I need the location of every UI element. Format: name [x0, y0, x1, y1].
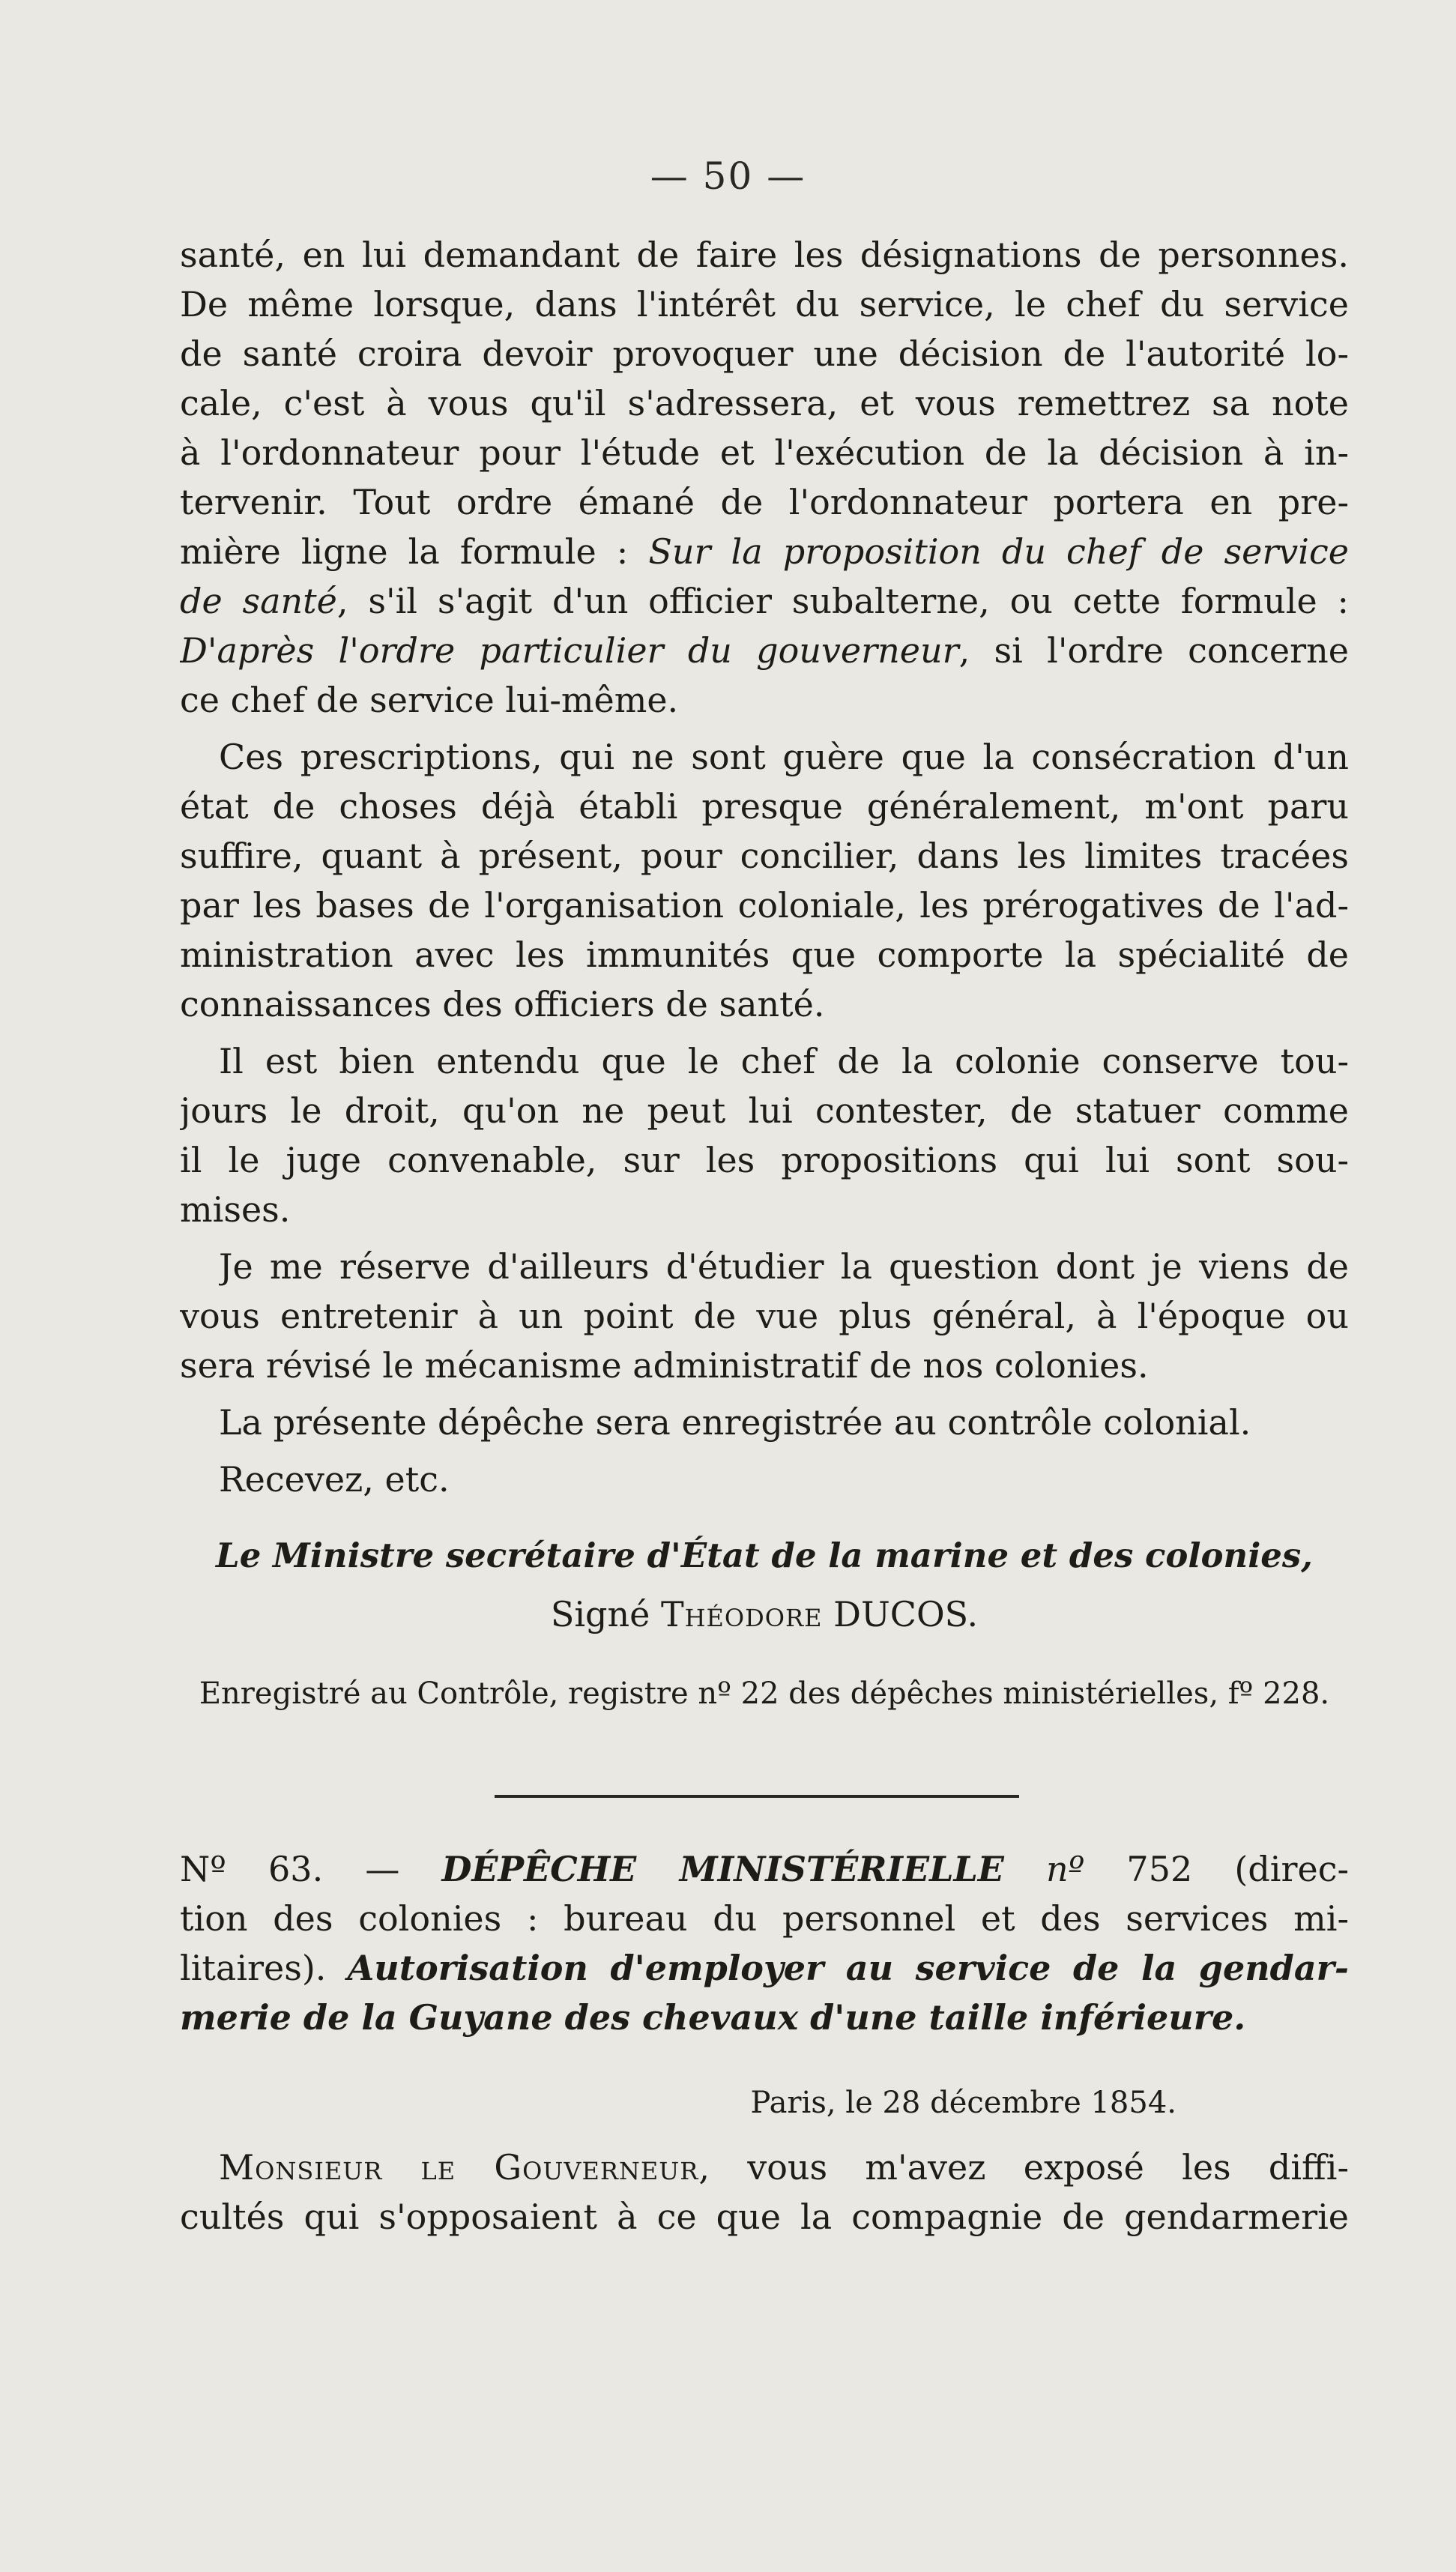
text-line: De même lorsque, dans l'intérêt du service, le chef du service	[180, 284, 1349, 324]
text-line: La présente dépêche sera enregistrée au contrôle colonial.	[219, 1402, 1251, 1443]
text-line: connaissances des officiers de santé.	[180, 984, 825, 1024]
dispatch-heading	[180, 1847, 1349, 1892]
text-line	[180, 579, 1349, 624]
page-number-header: — 50 —	[650, 154, 806, 198]
dispatch-subject: merie de la Guyane des chevaux d'une taille inférieure.	[180, 1997, 1246, 2038]
text-line: Ces prescriptions, qui ne sont guère que la consécration d'un	[219, 737, 1349, 777]
text-line: santé, en lui demandant de faire les désignations de personnes.	[180, 235, 1349, 275]
signed-last-name: DUCOS.	[822, 1594, 979, 1634]
dispatch-number: Nº 63. —	[180, 1849, 442, 1889]
text-line: vous entretenir à un point de vue plus général, à l'époque ou	[180, 1296, 1349, 1336]
text-line: état de choses déjà établi presque généralement, m'ont paru	[180, 786, 1349, 827]
text-line: mises.	[180, 1189, 291, 1230]
italic-formula: D'après l'ordre particulier du gouverneur	[180, 630, 959, 671]
text-line: cale, c'est à vous qu'il s'adressera, et vous remettrez sa note	[180, 383, 1349, 423]
text-line: Je me réserve d'ailleurs d'étudier la question dont je viens de	[219, 1246, 1349, 1287]
text-line	[180, 628, 1349, 673]
dispatch-no-label: nº	[1003, 1849, 1127, 1889]
text-line: à l'ordonnateur pour l'étude et l'exécution de la décision à in-	[180, 432, 1349, 473]
text-line: sera révisé le mécanisme administratif de nos colonies.	[180, 1345, 1149, 1386]
dispatch-subject: Autorisation d'employer au service de la gendar-	[347, 1948, 1349, 1988]
salutation: Monsieur le Gouverneur	[219, 2147, 699, 2188]
text-span: , vous m'avez exposé les diffi-	[698, 2147, 1349, 2188]
closing-line: Recevez, etc.	[219, 1459, 450, 1500]
text-span: mière ligne la formule :	[180, 531, 649, 572]
italic-formula: Sur la proposition du chef de service	[648, 531, 1349, 572]
text-line: jours le droit, qu'on ne peut lui contester, de statuer comme	[180, 1090, 1349, 1131]
dispatch-no-value: 752	[1126, 1849, 1193, 1889]
text-line: suffire, quant à présent, pour concilier, dans les limites tracées	[180, 836, 1349, 876]
signed-label: Signé	[550, 1594, 661, 1634]
text-line: cultés qui s'opposaient à ce que la compagnie de gendarmerie	[180, 2197, 1349, 2237]
dispatch-title: DÉPÊCHE MINISTÉRIELLE	[441, 1849, 1004, 1889]
text-line: tion des colonies : bureau du personnel et des services mi-	[180, 1898, 1349, 1939]
registration-note: Enregistré au Contrôle, registre nº 22 des dépêches ministérielles, fº 228.	[199, 1676, 1330, 1711]
dispatch-title-rest: (direc-	[1192, 1849, 1349, 1889]
text-span: , s'il s'agit d'un officier subalterne, ou cette formule :	[336, 581, 1349, 621]
text-line	[219, 2145, 1349, 2190]
signature-name	[180, 1592, 1349, 1637]
text-line: de santé croira devoir provoquer une décision de l'autorité lo-	[180, 333, 1349, 374]
text-line: ce chef de service lui-même.	[180, 680, 679, 720]
section-divider	[495, 1795, 1019, 1798]
text-span: , si l'ordre concerne	[958, 630, 1349, 671]
text-line: par les bases de l'organisation coloniale, les prérogatives de l'ad-	[180, 885, 1349, 926]
text-line: Il est bien entendu que le chef de la colonie conserve tou-	[219, 1041, 1349, 1081]
text-line	[180, 529, 1349, 574]
text-line	[180, 1945, 1349, 1990]
signature-title: Le Ministre secrétaire d'État de la marine et des colonies,	[216, 1536, 1313, 1575]
signed-first-name: Théodore	[660, 1594, 823, 1634]
text-line: ministration avec les immunités que comporte la spécialité de	[180, 935, 1349, 975]
text-span: litaires).	[180, 1948, 348, 1988]
dateline: Paris, le 28 décembre 1854.	[750, 2086, 1176, 2120]
text-line: il le juge convenable, sur les propositions qui lui sont sou-	[180, 1140, 1349, 1180]
italic-formula: de santé	[180, 581, 337, 621]
text-line: tervenir. Tout ordre émané de l'ordonnateur portera en pre-	[180, 482, 1349, 522]
